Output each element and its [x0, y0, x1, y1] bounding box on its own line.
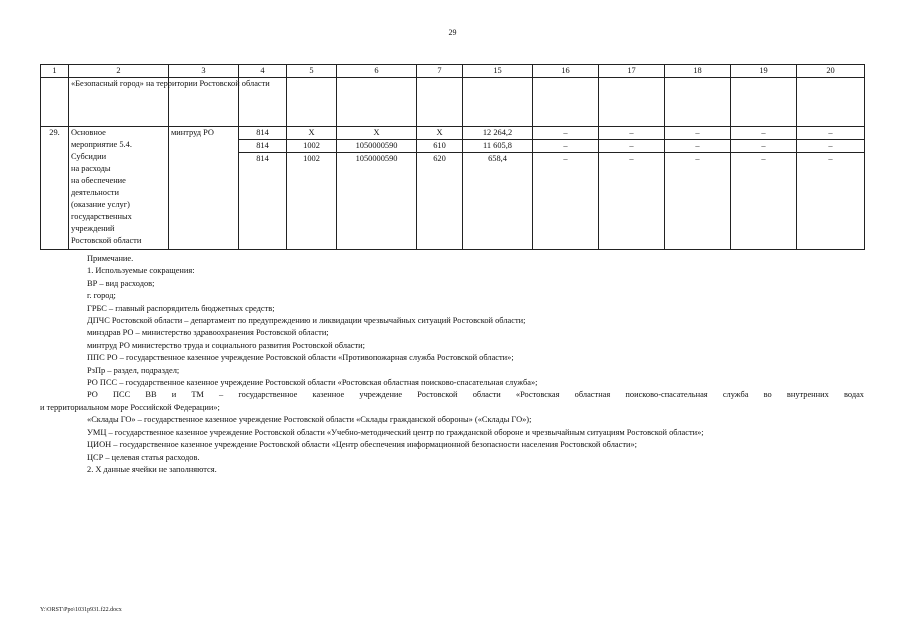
- table-cell: –: [665, 127, 731, 140]
- table-cell: 620: [417, 153, 463, 250]
- header-cell: 2: [69, 65, 169, 78]
- header-cell: 5: [287, 65, 337, 78]
- table-cell: –: [731, 140, 797, 153]
- file-path-footer: Y:\ORST\Ppo\1031p931.f22.docx: [40, 607, 122, 613]
- abbreviation-line: РзПр – раздел, подраздел;: [87, 365, 180, 375]
- table-row-continued: [41, 78, 865, 127]
- abbreviation-line: ЦИОН – государственное казенное учреждение Ростовской области «Центр обеспечения информационной безопасности населения Ростовской области»;: [87, 440, 638, 450]
- abbreviation-line: ГРБС – главный распорядитель бюджетных средств;: [87, 303, 275, 313]
- note-line-pss-vv: РО ПСС ВВ и ТМ – государственное казенное учреждение Ростовской области «Ростовская областная поисково-спасательная служба во внутренних водах: [87, 390, 864, 400]
- notes-item-1: 1. Используемые сокращения:: [87, 266, 195, 276]
- header-cell: 20: [797, 65, 865, 78]
- event-name-cell: [69, 127, 169, 250]
- table-cell: –: [533, 140, 599, 153]
- table-cell: 1002: [287, 140, 337, 153]
- abbreviation-line: ППС РО – государственное казенное учреждение Ростовской области «Противопожарная служба Ростовской области»;: [87, 353, 514, 363]
- table-cell: –: [533, 153, 599, 250]
- header-cell: 18: [665, 65, 731, 78]
- abbreviation-line: г. город;: [87, 291, 116, 301]
- header-cell: 19: [731, 65, 797, 78]
- table-cell: 1050000590: [337, 140, 417, 153]
- abbreviation-line: УМЦ – государственное казенное учреждение Ростовской области «Учебно-методический центр по гражданской обороне и чрезвычайным ситуациям Ростовской области»;: [87, 427, 704, 437]
- event-name-line: учреждений: [71, 224, 115, 233]
- table-cell: X: [417, 127, 463, 140]
- event-name-line: на расходы: [71, 164, 111, 173]
- event-name-line: Ростовской области: [71, 236, 142, 245]
- note-line-pss-vv-cont: и территориальном море Российской Федерации»;: [40, 402, 220, 412]
- page-number: 29: [448, 28, 457, 37]
- header-cell: 7: [417, 65, 463, 78]
- table-cell: 814: [239, 140, 287, 153]
- event-name-line: деятельности: [71, 188, 119, 197]
- table-cell: –: [533, 127, 599, 140]
- table-cell: 610: [417, 140, 463, 153]
- budget-table: [40, 64, 865, 250]
- table-cell: X: [287, 127, 337, 140]
- header-cell: 17: [599, 65, 665, 78]
- table-cell: –: [731, 127, 797, 140]
- header-cell: 16: [533, 65, 599, 78]
- header-cell: 15: [463, 65, 533, 78]
- table-cell: –: [797, 153, 865, 250]
- table-cell: –: [599, 127, 665, 140]
- table-cell: –: [797, 127, 865, 140]
- abbreviation-line: минтруд РО министерство труда и социального развития Ростовской области;: [87, 340, 365, 350]
- abbreviation-line: ДПЧС Ростовской области – департамент по предупреждению и ликвидации чрезвычайных ситуаций Ростовской области;: [87, 316, 526, 326]
- notes-item-2: 2. X данные ячейки не заполняются.: [87, 464, 217, 474]
- table-cell: 658,4: [463, 153, 533, 250]
- table-cell: 11 605,8: [463, 140, 533, 153]
- table-cell: –: [665, 153, 731, 250]
- notes-title: Примечание.: [87, 254, 134, 263]
- table-cell: 814: [239, 153, 287, 250]
- event-name-line: Субсидии: [71, 152, 107, 161]
- table-cell: –: [665, 140, 731, 153]
- table-cell: 814: [239, 127, 287, 140]
- table-cell: –: [599, 140, 665, 153]
- table-cell: 1050000590: [337, 153, 417, 250]
- event-name-line: (оказание услуг): [71, 200, 130, 209]
- header-cell: 6: [337, 65, 417, 78]
- table-cell: –: [731, 153, 797, 250]
- event-name-line: государственных: [71, 212, 132, 221]
- header-cell: 1: [41, 65, 69, 78]
- event-name-line: на обеспечение: [71, 176, 126, 185]
- table-cell: 1002: [287, 153, 337, 250]
- program-name-cell: «Безопасный город» на территории Ростовской области: [69, 78, 169, 127]
- abbreviation-line: ВР – вид расходов;: [87, 278, 155, 288]
- abbreviation-line: РО ПСС – государственное казенное учреждение Ростовской области «Ростовская областная поисково-спасательная служба»;: [87, 378, 538, 388]
- table-cell: X: [337, 127, 417, 140]
- grbs-cell: минтруд РО: [169, 127, 239, 250]
- abbreviation-line: ЦСР – целевая статья расходов.: [87, 452, 200, 462]
- table-cell: –: [599, 153, 665, 250]
- row-number-cell: 29.: [41, 127, 69, 250]
- event-name-line: Основное: [71, 128, 106, 137]
- event-name-line: мероприятие 5.4.: [71, 140, 132, 149]
- notes-section: [40, 253, 864, 476]
- header-cell: 4: [239, 65, 287, 78]
- abbreviation-line: минздрав РО – министерство здравоохранения Ростовской области;: [87, 328, 329, 338]
- table-row: [41, 127, 865, 140]
- table-cell: 12 264,2: [463, 127, 533, 140]
- header-row: [41, 65, 865, 78]
- table-cell: –: [797, 140, 865, 153]
- header-cell: 3: [169, 65, 239, 78]
- abbreviation-line: «Склады ГО» – государственное казенное учреждение Ростовской области «Склады гражданской обороны» («Склады ГО»);: [87, 415, 532, 425]
